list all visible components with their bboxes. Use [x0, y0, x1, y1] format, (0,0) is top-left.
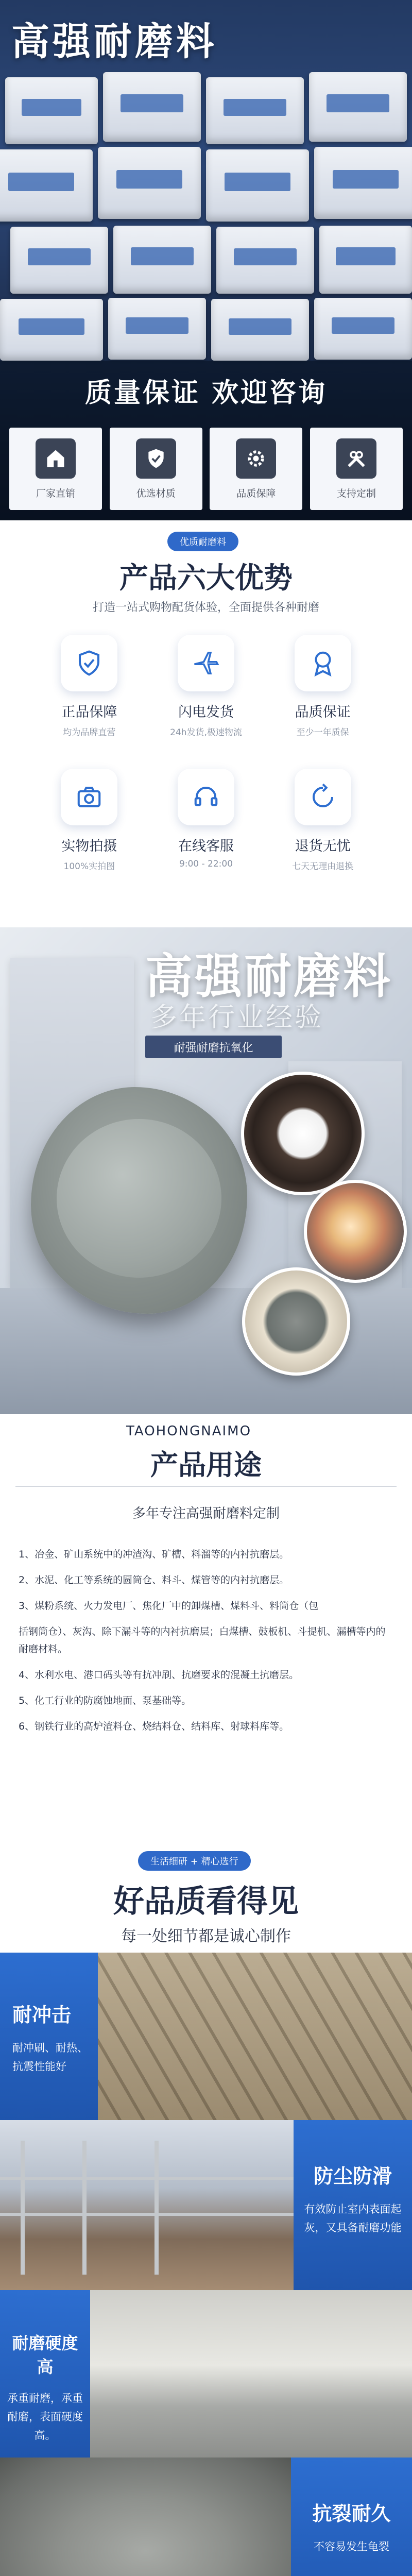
advantage-item	[148, 635, 265, 738]
feature-panel	[291, 2458, 412, 2576]
feature-panel	[0, 1953, 98, 2120]
quality-title: 好品质看得见	[113, 1884, 299, 1920]
feature-photo-construction	[0, 2120, 294, 2290]
list-item: 1、冶金、矿山系统中的冲渣沟、矿槽、料溜等的内衬抗磨层。	[19, 1549, 289, 1560]
gear-icon	[236, 438, 276, 479]
advantage-item	[148, 769, 265, 872]
warehouse-floor	[0, 1288, 412, 1414]
advantage-desc: 100%实拍图	[63, 861, 115, 872]
advantages-grid	[31, 635, 381, 872]
headset-icon	[178, 769, 234, 825]
hero-slogan: 质量保证 欢迎咨询	[84, 378, 328, 409]
advantage-desc: 24h发货,极速物流	[170, 727, 242, 738]
list-item: 3、煤粉系统、火力发电厂、焦化厂中的卸煤槽、煤料斗、料筒仓（包	[19, 1600, 319, 1612]
hero-tile-label: 优选材质	[136, 487, 176, 499]
hero-section	[0, 0, 412, 520]
quality-section	[0, 1847, 412, 1953]
advantage-item	[31, 635, 148, 738]
feature-panel	[0, 2290, 90, 2458]
shield-icon	[136, 438, 176, 479]
feature-desc: 有效防止室内表面起灰，又具备耐磨功能	[304, 2203, 402, 2234]
hero-title: 高强耐磨料	[11, 20, 217, 64]
divider	[15, 1486, 397, 1487]
feature-impact	[0, 1953, 412, 2120]
feature-photo-tiles	[98, 1953, 412, 2120]
advantages-section	[0, 520, 412, 927]
advantage-item	[264, 769, 381, 872]
advantage-desc: 至少一年质保	[296, 727, 349, 738]
feature-name: 耐冲击	[12, 2004, 72, 2026]
feature-desc: 承重耐磨，承重耐磨，表面硬度高。	[7, 2392, 83, 2442]
advantage-desc: 均为品牌直营	[63, 727, 116, 738]
advantages-pill: 优质耐磨料	[167, 532, 238, 551]
advantage-name: 正品保障	[61, 704, 117, 720]
advantage-desc: 9:00 - 22:00	[179, 859, 233, 869]
powder-photo	[31, 1087, 247, 1314]
banner-tag: 耐强耐磨抗氧化	[145, 1036, 282, 1058]
advantage-desc: 七天无理由退换	[292, 861, 354, 872]
advantage-item	[31, 769, 148, 872]
product-banner	[0, 927, 412, 1414]
advantage-name: 退货无忧	[295, 838, 351, 854]
return-icon	[295, 769, 351, 825]
hero-tile-custom	[310, 428, 403, 510]
advantage-name: 在线客服	[178, 838, 234, 854]
detail-photo-kiln	[304, 1180, 407, 1283]
applications-subtitle: 多年专注高强耐磨料定制	[132, 1506, 280, 1521]
list-item: 6、钢铁行业的高炉渣料仓、烧结料仓、结料库、射球料库等。	[19, 1721, 289, 1732]
advantages-subtitle: 打造一站式购物配货体验，全面提供各种耐磨	[92, 601, 319, 614]
advantage-name: 品质保证	[295, 704, 351, 720]
banner-title: 高强耐磨料	[145, 949, 393, 1004]
hero-tile-factory-direct	[9, 428, 102, 510]
feature-hardness	[0, 2290, 412, 2458]
feature-name: 抗裂耐久	[312, 2502, 391, 2525]
hero-tile-quality	[210, 428, 302, 510]
tools-icon	[336, 438, 376, 479]
list-item: 5、化工行业的防腐蚀地面、泵基础等。	[19, 1695, 192, 1706]
feature-desc: 不容易发生龟裂	[314, 2540, 389, 2553]
feature-crack-resistance	[0, 2458, 412, 2576]
feature-panel	[294, 2120, 412, 2290]
airplane-icon	[178, 635, 234, 691]
banner-subtitle: 多年行业经验	[150, 1002, 324, 1033]
quality-pill: 生活细研 + 精心选行	[138, 1851, 251, 1871]
feature-photo-chute	[90, 2290, 412, 2458]
list-item: 括钢筒仓）、灰沟、除下漏斗等的内衬抗磨层；白煤槽、鼓板机、斗提机、漏槽等内的耐磨材料。	[19, 1626, 386, 1655]
shield-check-icon	[61, 635, 117, 691]
quality-subtitle: 每一处细节都是诚心制作	[121, 1927, 291, 1945]
applications-title: 产品用途	[150, 1449, 262, 1481]
badge-icon	[295, 635, 351, 691]
applications-list	[19, 1546, 393, 1743]
feature-name: 防尘防滑	[313, 2165, 392, 2188]
feature-photo-powder	[0, 2458, 291, 2576]
feature-dustproof	[0, 2120, 412, 2290]
list-item: 4、水利水电、港口码头等有抗冲刷、抗磨要求的混凝土抗磨层。	[19, 1669, 299, 1681]
brand-english: TAOHONGNAIMO	[126, 1423, 252, 1439]
feature-name: 耐磨硬度高	[12, 2333, 78, 2377]
hero-tile-material	[110, 428, 202, 510]
applications-section	[0, 1414, 412, 1847]
camera-icon	[61, 769, 117, 825]
advantage-name: 实物拍摄	[61, 838, 117, 854]
detail-photo-pipe	[242, 1267, 350, 1376]
advantages-title: 产品六大优势	[119, 562, 293, 595]
detail-photo-mixer	[241, 1072, 365, 1195]
hero-tile-label: 品质保障	[236, 487, 276, 499]
home-icon	[36, 438, 76, 479]
hero-tile-label: 支持定制	[336, 487, 376, 499]
feature-desc: 耐冲刷、耐热、抗震性能好	[12, 2042, 88, 2073]
advantage-name: 闪电发货	[178, 704, 234, 720]
hero-tiles	[9, 428, 403, 510]
hero-tile-label: 厂家直销	[36, 487, 75, 499]
list-item: 2、水泥、化工等系统的圆筒仓、料斗、煤管等的内衬抗磨层。	[19, 1574, 289, 1586]
advantage-item	[264, 635, 381, 738]
